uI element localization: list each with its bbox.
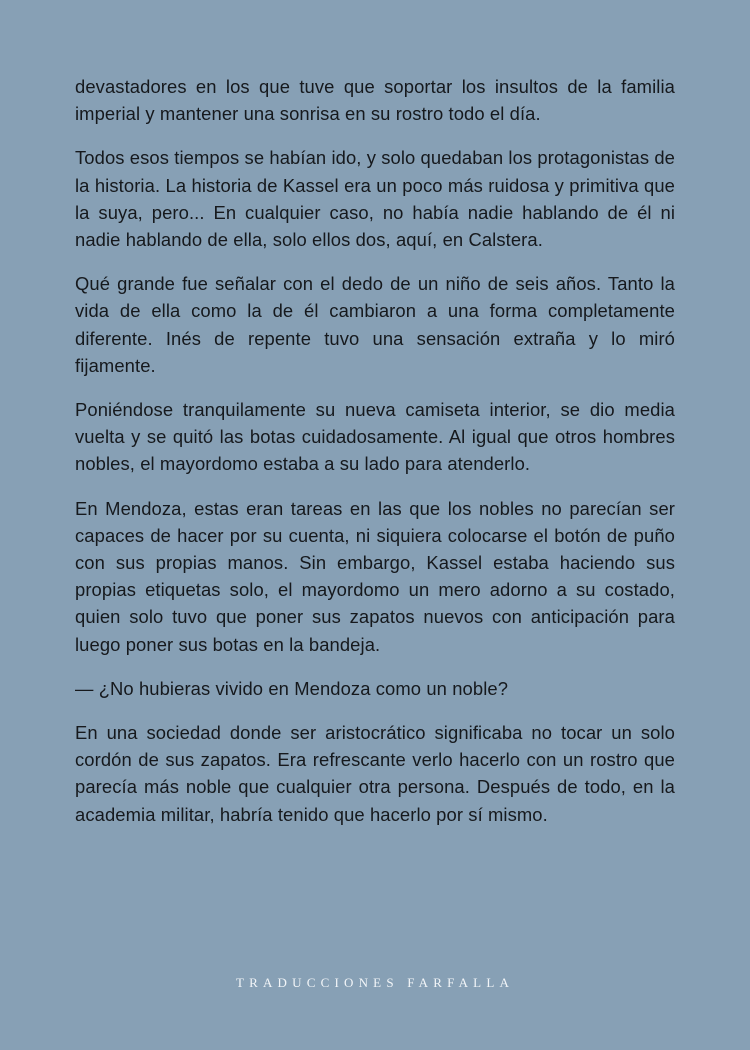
dialogue-line: — ¿No hubieras vivido en Mendoza como un noble? [75, 677, 509, 699]
translator-credit: TRADUCCIONES FARFALLA [235, 975, 515, 990]
paragraph-5: En Mendoza, estas eran tareas en las que los nobles no parecían ser capaces de hacer por su cuenta, ni siquiera colocarse el botón de puño con sus propias manos. Sin embargo, Kassel estaba haciendo sus propias etiquetas solo, el mayordomo un mero adorno a su costado, quien solo tuvo que poner sus zapatos nuevos con anticipación para luego poner sus botas en la bandeja. [75, 497, 675, 655]
paragraph-3: Qué grande fue señalar con el dedo de un niño de seis años. Tanto la vida de ella como la de él cambiaron a una forma completamente diferente. Inés de repente tuvo una sensación extraña y lo miró fijamente. [75, 273, 675, 376]
paragraph-4: Poniéndose tranquilamente su nueva camiseta interior, se dio media vuelta y se quitó las botas cuidadosamente. Al igual que otros hombres nobles, el mayordomo estaba a su lado para atenderlo. [75, 399, 675, 475]
paragraph-7: En una sociedad donde ser aristocrático significaba no tocar un solo cordón de sus zapatos. Era refrescante verlo hacerlo con un rostro que parecía más noble que cualquier otra persona. Después de todo, en la academia militar, habría tenido que hacerlo por sí mismo. [75, 722, 675, 825]
page-body [75, 73, 675, 845]
paragraph-2: Todos esos tiempos se habían ido, y solo quedaban los protagonistas de la historia. La historia de Kassel era un poco más ruidosa y primitiva que la suya, pero... En cualquier caso, no había nadie hablando de él ni nadie hablando de ella, solo ellos dos, aquí, en Calstera. [75, 147, 675, 251]
paragraph-1: devastadores en los que tuve que soportar los insultos de la familia imperial y mantener una sonrisa en su rostro todo el día. [75, 76, 675, 125]
